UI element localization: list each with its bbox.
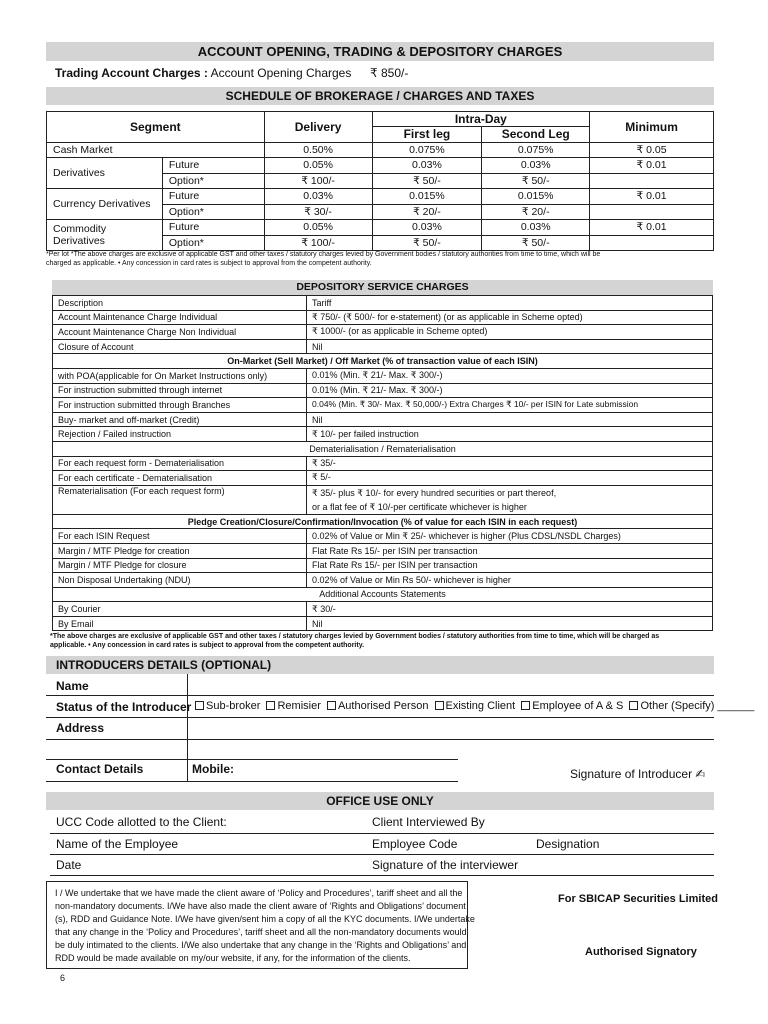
description-cell: For each ISIN Request bbox=[53, 529, 307, 544]
tariff-cell: ₹ 10/- per failed instruction bbox=[307, 427, 713, 442]
tariff-cell: Flat Rate Rs 15/- per ISIN per transaction bbox=[307, 543, 713, 558]
delivery-cell: 0.05% bbox=[264, 220, 372, 236]
first-leg-cell: 0.03% bbox=[372, 158, 482, 174]
signature-label: Signature of Introducer bbox=[570, 767, 693, 781]
second-leg-cell: ₹ 50/- bbox=[482, 235, 590, 251]
undertaking-line: I / We undertake that we have made the client aware of ‘Policy and Procedures’, tariff sheet and all the bbox=[55, 888, 463, 898]
depository-footnote-line1: *The above charges are exclusive of applicable GST and other taxes / statutory charges levied by Government bodies / statutory authorities from time to time, which will be charged as bbox=[50, 633, 660, 640]
undertaking-line: be duly intimated to the clients. I/We also undertake that any change in the ‘Rights and Obligations’ and bbox=[55, 940, 467, 950]
interviewer-signature-label: Signature of the interviewer bbox=[366, 854, 714, 875]
brokerage-table bbox=[46, 111, 714, 251]
tariff-cell: ₹ 750/- (₹ 500/- for e-statement) (or as applicable in Scheme opted) bbox=[307, 310, 713, 325]
other-checkbox[interactable] bbox=[629, 701, 638, 710]
depository-footnote bbox=[50, 633, 720, 650]
minimum-cell bbox=[590, 173, 714, 189]
tariff-cell: Nil bbox=[307, 339, 713, 354]
undertaking-box bbox=[46, 881, 475, 969]
delivery-cell: 0.03% bbox=[264, 189, 372, 205]
first-leg-cell: ₹ 50/- bbox=[372, 173, 482, 189]
introducer-title: INTRODUCERS DETAILS (OPTIONAL) bbox=[46, 656, 714, 674]
table-row bbox=[53, 573, 713, 588]
table-row bbox=[53, 325, 713, 340]
date-label: Date bbox=[50, 854, 366, 875]
segment-cell: Derivatives bbox=[47, 158, 163, 189]
delivery-cell: ₹ 30/- bbox=[264, 204, 372, 220]
sub-segment-cell: Future bbox=[162, 220, 264, 236]
tariff-cell: 0.02% of Value or Min ₹ 25/- whichever is higher (Plus CDSL/NSDL Charges) bbox=[307, 529, 713, 544]
trading-charges-line bbox=[55, 66, 351, 80]
section-row bbox=[53, 441, 713, 456]
employee-checkbox[interactable] bbox=[521, 701, 530, 710]
description-cell: Closure of Account bbox=[53, 339, 307, 354]
description-cell: Rematerialisation (For each request form) bbox=[53, 485, 307, 514]
tariff-cell: ₹ 5/- bbox=[307, 471, 713, 486]
delivery-cell: ₹ 100/- bbox=[264, 173, 372, 189]
option-label: Other (Specify) ______ bbox=[640, 700, 755, 712]
table-row bbox=[53, 471, 713, 486]
undertaking-line: that any change in the ‘Policy and Procedures’, tariff sheet and all the non-mandatory documents would bbox=[55, 927, 467, 937]
section-row bbox=[53, 587, 713, 602]
depository-title: DEPOSITORY SERVICE CHARGES bbox=[52, 280, 713, 295]
introducer-mobile-label: Mobile: bbox=[192, 762, 234, 776]
section-heading: Additional Accounts Statements bbox=[53, 587, 713, 602]
undertaking-text bbox=[55, 887, 475, 965]
schedule-title: SCHEDULE OF BROKERAGE / CHARGES AND TAXES bbox=[46, 87, 714, 105]
table-row bbox=[50, 854, 714, 875]
table-row bbox=[47, 220, 714, 236]
page-number: 6 bbox=[60, 973, 66, 983]
first-leg-cell: 0.03% bbox=[372, 220, 482, 236]
table-row bbox=[53, 310, 713, 325]
second-leg-cell: 0.03% bbox=[482, 220, 590, 236]
table-row bbox=[50, 833, 714, 854]
description-cell: Account Maintenance Charge Non Individual bbox=[53, 325, 307, 340]
brokerage-footnote bbox=[46, 251, 726, 268]
company-name: For SBICAP Securities Limited bbox=[558, 893, 718, 905]
delivery-cell: 0.50% bbox=[264, 142, 372, 158]
table-row bbox=[47, 142, 714, 158]
minimum-cell bbox=[590, 235, 714, 251]
segment-cell: Cash Market bbox=[47, 142, 265, 158]
description-cell: Buy- market and off-market (Credit) bbox=[53, 412, 307, 427]
first-leg-cell: 0.015% bbox=[372, 189, 482, 205]
description-cell: Rejection / Failed instruction bbox=[53, 427, 307, 442]
table-row bbox=[47, 158, 714, 174]
undertaking-line: non-mandatory documents. I/We have also made the client aware of ‘Rights and Obligations’ document bbox=[55, 901, 466, 911]
second-leg-cell: 0.03% bbox=[482, 158, 590, 174]
tariff-cell bbox=[307, 485, 713, 514]
description-cell: Account Maintenance Charge Individual bbox=[53, 310, 307, 325]
introducer-signature bbox=[570, 767, 705, 781]
interviewed-label: Client Interviewed By bbox=[366, 812, 714, 833]
delivery-cell: ₹ 100/- bbox=[264, 235, 372, 251]
table-row bbox=[53, 543, 713, 558]
section-row bbox=[53, 514, 713, 529]
description-cell: By Email bbox=[53, 616, 307, 631]
depository-table bbox=[52, 295, 713, 631]
sub-segment-cell: Option* bbox=[162, 173, 264, 189]
table-row bbox=[53, 602, 713, 617]
description-cell: with POA(applicable for On Market Instructions only) bbox=[53, 368, 307, 383]
header-first-leg: First leg bbox=[372, 127, 482, 143]
segment-cell: Currency Derivatives bbox=[47, 189, 163, 220]
table-row bbox=[53, 296, 713, 311]
introducer-status-label: Status of the Introducer bbox=[56, 700, 192, 714]
header-second-leg: Second Leg bbox=[482, 127, 590, 143]
option-label: Remisier bbox=[277, 700, 321, 712]
minimum-cell: ₹ 0.01 bbox=[590, 220, 714, 236]
authorised-signatory: Authorised Signatory bbox=[585, 946, 697, 958]
header-minimum: Minimum bbox=[590, 112, 714, 143]
authorised-person-checkbox[interactable] bbox=[327, 701, 336, 710]
page-title: ACCOUNT OPENING, TRADING & DEPOSITORY CHARGES bbox=[46, 42, 714, 61]
trading-item: Account Opening Charges bbox=[210, 66, 352, 80]
introducer-contact-label: Contact Details bbox=[56, 762, 144, 776]
ucc-label: UCC Code allotted to the Client: bbox=[50, 812, 366, 833]
existing-client-checkbox[interactable] bbox=[435, 701, 444, 710]
undertaking-line: RDD would be made available on my/our website, if any, for the information of the clients. bbox=[55, 953, 411, 963]
brokerage-footnote-line1: *Per lot *The above charges are exclusive of applicable GST and other taxes / statutory charges levied by Government bodies / statutory authorities from time to time, which will be bbox=[46, 251, 601, 258]
table-row bbox=[53, 412, 713, 427]
tariff-cell: ₹ 1000/- (or as applicable in Scheme opted) bbox=[307, 325, 713, 340]
employee-code-label: Employee Code bbox=[366, 833, 530, 854]
minimum-cell: ₹ 0.05 bbox=[590, 142, 714, 158]
option-label: Authorised Person bbox=[337, 700, 429, 712]
description-cell: By Courier bbox=[53, 602, 307, 617]
delivery-cell: 0.05% bbox=[264, 158, 372, 174]
tariff-cell: 0.01% (Min. ₹ 21/- Max. ₹ 300/-) bbox=[307, 368, 713, 383]
table-row bbox=[50, 812, 714, 833]
remat-tariff-line1: ₹ 35/- plus ₹ 10/- for every hundred securities or part thereof, bbox=[312, 487, 557, 498]
description-cell: Margin / MTF Pledge for closure bbox=[53, 558, 307, 573]
pen-icon: ✍ bbox=[695, 767, 706, 781]
tariff-cell: Nil bbox=[307, 616, 713, 631]
first-leg-cell: 0.075% bbox=[372, 142, 482, 158]
sub-segment-cell: Option* bbox=[162, 235, 264, 251]
tariff-cell: ₹ 30/- bbox=[307, 602, 713, 617]
tariff-cell: Flat Rate Rs 15/- per ISIN per transaction bbox=[307, 558, 713, 573]
option-label: Existing Client bbox=[445, 700, 516, 712]
section-row bbox=[53, 354, 713, 369]
table-row bbox=[53, 339, 713, 354]
description-cell: For each certificate - Dematerialisation bbox=[53, 471, 307, 486]
tariff-header: Tariff bbox=[307, 296, 713, 311]
header-intraday: Intra-Day bbox=[372, 112, 590, 127]
depository-footnote-line2: applicable. • Any concession in card rates is subject to approval from the competent authority. bbox=[50, 641, 365, 649]
table-row bbox=[53, 616, 713, 631]
description-cell: Margin / MTF Pledge for creation bbox=[53, 543, 307, 558]
remat-tariff-line2: or a flat fee of ₹ 10/-per certificate whichever is higher bbox=[312, 501, 527, 512]
introducer-status-options bbox=[192, 700, 754, 712]
second-leg-cell: 0.075% bbox=[482, 142, 590, 158]
description-header: Description bbox=[53, 296, 307, 311]
office-table bbox=[50, 812, 714, 876]
remisier-checkbox[interactable] bbox=[266, 701, 275, 710]
table-row bbox=[47, 189, 714, 205]
second-leg-cell: 0.015% bbox=[482, 189, 590, 205]
office-title: OFFICE USE ONLY bbox=[46, 792, 714, 810]
section-heading: On-Market (Sell Market) / Off Market (% of transaction value of each ISIN) bbox=[53, 354, 713, 369]
introducer-mobile-field[interactable] bbox=[245, 761, 455, 779]
introducer-name-label: Name bbox=[56, 679, 89, 693]
minimum-cell: ₹ 0.01 bbox=[590, 158, 714, 174]
header-delivery: Delivery bbox=[264, 112, 372, 143]
first-leg-cell: ₹ 20/- bbox=[372, 204, 482, 220]
minimum-cell bbox=[590, 204, 714, 220]
sub-segment-cell: Future bbox=[162, 158, 264, 174]
table-row bbox=[53, 368, 713, 383]
description-cell: For instruction submitted through internet bbox=[53, 383, 307, 398]
table-row bbox=[53, 485, 713, 514]
trading-label: Trading Account Charges : bbox=[55, 66, 208, 80]
tariff-cell: ₹ 35/- bbox=[307, 456, 713, 471]
sub-segment-cell: Future bbox=[162, 189, 264, 205]
tariff-cell: Nil bbox=[307, 412, 713, 427]
introducer-name-field[interactable] bbox=[190, 676, 710, 694]
table-row bbox=[53, 427, 713, 442]
introducer-address-field[interactable] bbox=[190, 719, 710, 738]
section-heading: Pledge Creation/Closure/Confirmation/Invocation (% of value for each ISIN in each request) bbox=[53, 514, 713, 529]
section-heading: Dematerialisation / Rematerialisation bbox=[53, 441, 713, 456]
description-cell: Non Disposal Undertaking (NDU) bbox=[53, 573, 307, 588]
option-label: Sub-broker bbox=[206, 700, 261, 712]
introducer-address-label: Address bbox=[56, 721, 105, 735]
tariff-cell: 0.04% (Min. ₹ 30/- Max. ₹ 50,000/-) Extra Charges ₹ 10/- per ISIN for Late submission bbox=[307, 398, 713, 413]
sub-segment-cell: Option* bbox=[162, 204, 264, 220]
header-segment: Segment bbox=[47, 112, 265, 143]
table-row bbox=[53, 383, 713, 398]
second-leg-cell: ₹ 50/- bbox=[482, 173, 590, 189]
designation-label: Designation bbox=[530, 833, 714, 854]
second-leg-cell: ₹ 20/- bbox=[482, 204, 590, 220]
table-row bbox=[53, 456, 713, 471]
segment-cell: Commodity Derivatives bbox=[47, 220, 163, 251]
table-row bbox=[53, 398, 713, 413]
table-row bbox=[53, 529, 713, 544]
option-label: Employee of A & S bbox=[532, 700, 624, 712]
first-leg-cell: ₹ 50/- bbox=[372, 235, 482, 251]
table-row bbox=[53, 558, 713, 573]
tariff-cell: 0.01% (Min. ₹ 21/- Max. ₹ 300/-) bbox=[307, 383, 713, 398]
description-cell: For instruction submitted through Branches bbox=[53, 398, 307, 413]
trading-amount: ₹ 850/- bbox=[370, 66, 409, 80]
tariff-cell: 0.02% of Value or Min Rs 50/- whichever is higher bbox=[307, 573, 713, 588]
brokerage-footnote-line2: charged as applicable. • Any concession in card rates is subject to approval from the competent authority. bbox=[46, 259, 372, 267]
sub-broker-checkbox[interactable] bbox=[195, 701, 204, 710]
employee-name-label: Name of the Employee bbox=[50, 833, 366, 854]
undertaking-line: (s), RDD and Guidance Note. I/We have given/sent him a copy of all the KYC documents. I/We undertake bbox=[55, 914, 475, 924]
minimum-cell: ₹ 0.01 bbox=[590, 189, 714, 205]
description-cell: For each request form - Dematerialisation bbox=[53, 456, 307, 471]
